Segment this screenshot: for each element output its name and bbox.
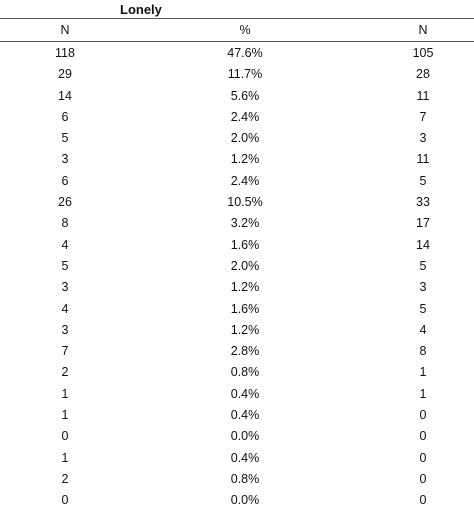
cell-n-next-group: 0 — [419, 471, 427, 486]
cell-percent-lonely: 2.0% — [230, 258, 260, 273]
cell-n-next-group: 33 — [416, 195, 430, 210]
cell-n-lonely: 118 — [55, 46, 75, 60]
cell-n-lonely: 7 — [61, 344, 69, 359]
cell-n-lonely: 6 — [61, 109, 69, 124]
table-row — [0, 213, 474, 234]
table-row — [0, 320, 474, 341]
table-row — [0, 128, 474, 149]
cell-n-next-group: 105 — [412, 46, 434, 60]
header-top-rule — [0, 18, 474, 19]
cell-n-lonely: 5 — [61, 131, 69, 146]
cell-n-lonely: 3 — [61, 322, 69, 337]
cell-n-next-group: 28 — [416, 67, 430, 82]
cell-percent-lonely: 0.4% — [230, 408, 260, 423]
table-row — [0, 192, 474, 213]
table-row — [0, 86, 474, 107]
table-row — [0, 362, 474, 383]
cell-percent-lonely: 1.2% — [230, 280, 260, 295]
cell-n-lonely: 6 — [61, 173, 69, 188]
cell-percent-lonely: 1.2% — [230, 152, 260, 167]
cell-n-next-group: 1 — [419, 365, 427, 380]
cell-n-next-group: 4 — [419, 322, 427, 337]
cell-percent-lonely: 0.4% — [230, 450, 260, 465]
header-n-next-group: N — [418, 23, 428, 37]
cell-n-lonely: 3 — [61, 280, 69, 295]
table-row — [0, 64, 474, 85]
cell-n-lonely: 1 — [61, 450, 69, 465]
cell-percent-lonely: 2.0% — [230, 131, 260, 146]
table-row — [0, 277, 474, 298]
cell-n-lonely: 5 — [61, 258, 69, 273]
cell-n-next-group: 8 — [419, 344, 427, 359]
header-bottom-rule — [0, 41, 474, 42]
cell-n-lonely: 26 — [58, 195, 72, 210]
cell-n-next-group: 0 — [419, 450, 427, 465]
cell-n-next-group: 14 — [416, 237, 430, 252]
table-row — [0, 426, 474, 447]
cell-n-lonely: 2 — [61, 471, 69, 486]
header-percent-lonely: % — [239, 23, 251, 37]
table-row — [0, 405, 474, 426]
cell-n-next-group: 11 — [416, 152, 430, 167]
cell-percent-lonely: 0.8% — [230, 365, 260, 380]
cell-n-next-group: 5 — [419, 258, 427, 273]
table-row — [0, 448, 474, 469]
cell-n-lonely: 14 — [58, 88, 72, 103]
group-title-lonely: Lonely — [120, 2, 162, 17]
table-row — [0, 384, 474, 405]
cell-n-next-group: 5 — [419, 301, 427, 316]
table-row — [0, 341, 474, 362]
cell-percent-lonely: 2.4% — [230, 173, 260, 188]
cell-n-lonely: 0 — [61, 493, 69, 508]
cell-n-next-group: 3 — [419, 280, 427, 295]
cell-percent-lonely: 1.6% — [230, 237, 260, 252]
cell-n-next-group: 5 — [419, 173, 427, 188]
cell-percent-lonely: 1.6% — [230, 301, 260, 316]
table-row — [0, 43, 474, 64]
cell-n-next-group: 17 — [416, 216, 430, 231]
cell-n-lonely: 8 — [61, 216, 69, 231]
cell-n-next-group: 1 — [419, 386, 427, 401]
table-row — [0, 235, 474, 256]
table-row — [0, 490, 474, 511]
cell-n-next-group: 7 — [419, 109, 427, 124]
cell-percent-lonely: 0.4% — [230, 386, 260, 401]
header-row — [0, 20, 474, 41]
cell-percent-lonely: 2.8% — [230, 344, 260, 359]
cell-percent-lonely: 2.4% — [230, 109, 260, 124]
cell-n-lonely: 4 — [61, 301, 69, 316]
table-row — [0, 107, 474, 128]
cell-n-next-group: 3 — [419, 131, 427, 146]
cell-n-lonely: 0 — [61, 429, 69, 444]
cell-percent-lonely: 10.5% — [227, 195, 263, 210]
table-row — [0, 171, 474, 192]
cell-n-next-group: 0 — [419, 429, 427, 444]
cell-percent-lonely: 1.2% — [230, 322, 260, 337]
cell-n-lonely: 1 — [61, 386, 69, 401]
table-row — [0, 256, 474, 277]
cell-percent-lonely: 0.0% — [230, 429, 260, 444]
cell-percent-lonely: 47.6% — [227, 46, 263, 60]
cell-percent-lonely: 3.2% — [230, 216, 260, 231]
cell-n-lonely: 2 — [61, 365, 69, 380]
table-row — [0, 149, 474, 170]
table-row — [0, 469, 474, 490]
table-row — [0, 299, 474, 320]
cell-percent-lonely: 0.0% — [230, 493, 260, 508]
cell-n-next-group: 11 — [416, 88, 430, 103]
cell-n-lonely: 3 — [61, 152, 69, 167]
cell-percent-lonely: 11.7% — [227, 67, 263, 82]
cell-n-next-group: 0 — [419, 493, 427, 508]
cell-n-lonely: 1 — [61, 408, 69, 423]
cell-n-lonely: 4 — [61, 237, 69, 252]
cell-n-next-group: 0 — [419, 408, 427, 423]
cell-n-lonely: 29 — [58, 67, 72, 82]
cell-percent-lonely: 5.6% — [230, 88, 260, 103]
table-body — [0, 43, 474, 512]
header-n-lonely: N — [60, 23, 70, 37]
cell-percent-lonely: 0.8% — [230, 471, 260, 486]
